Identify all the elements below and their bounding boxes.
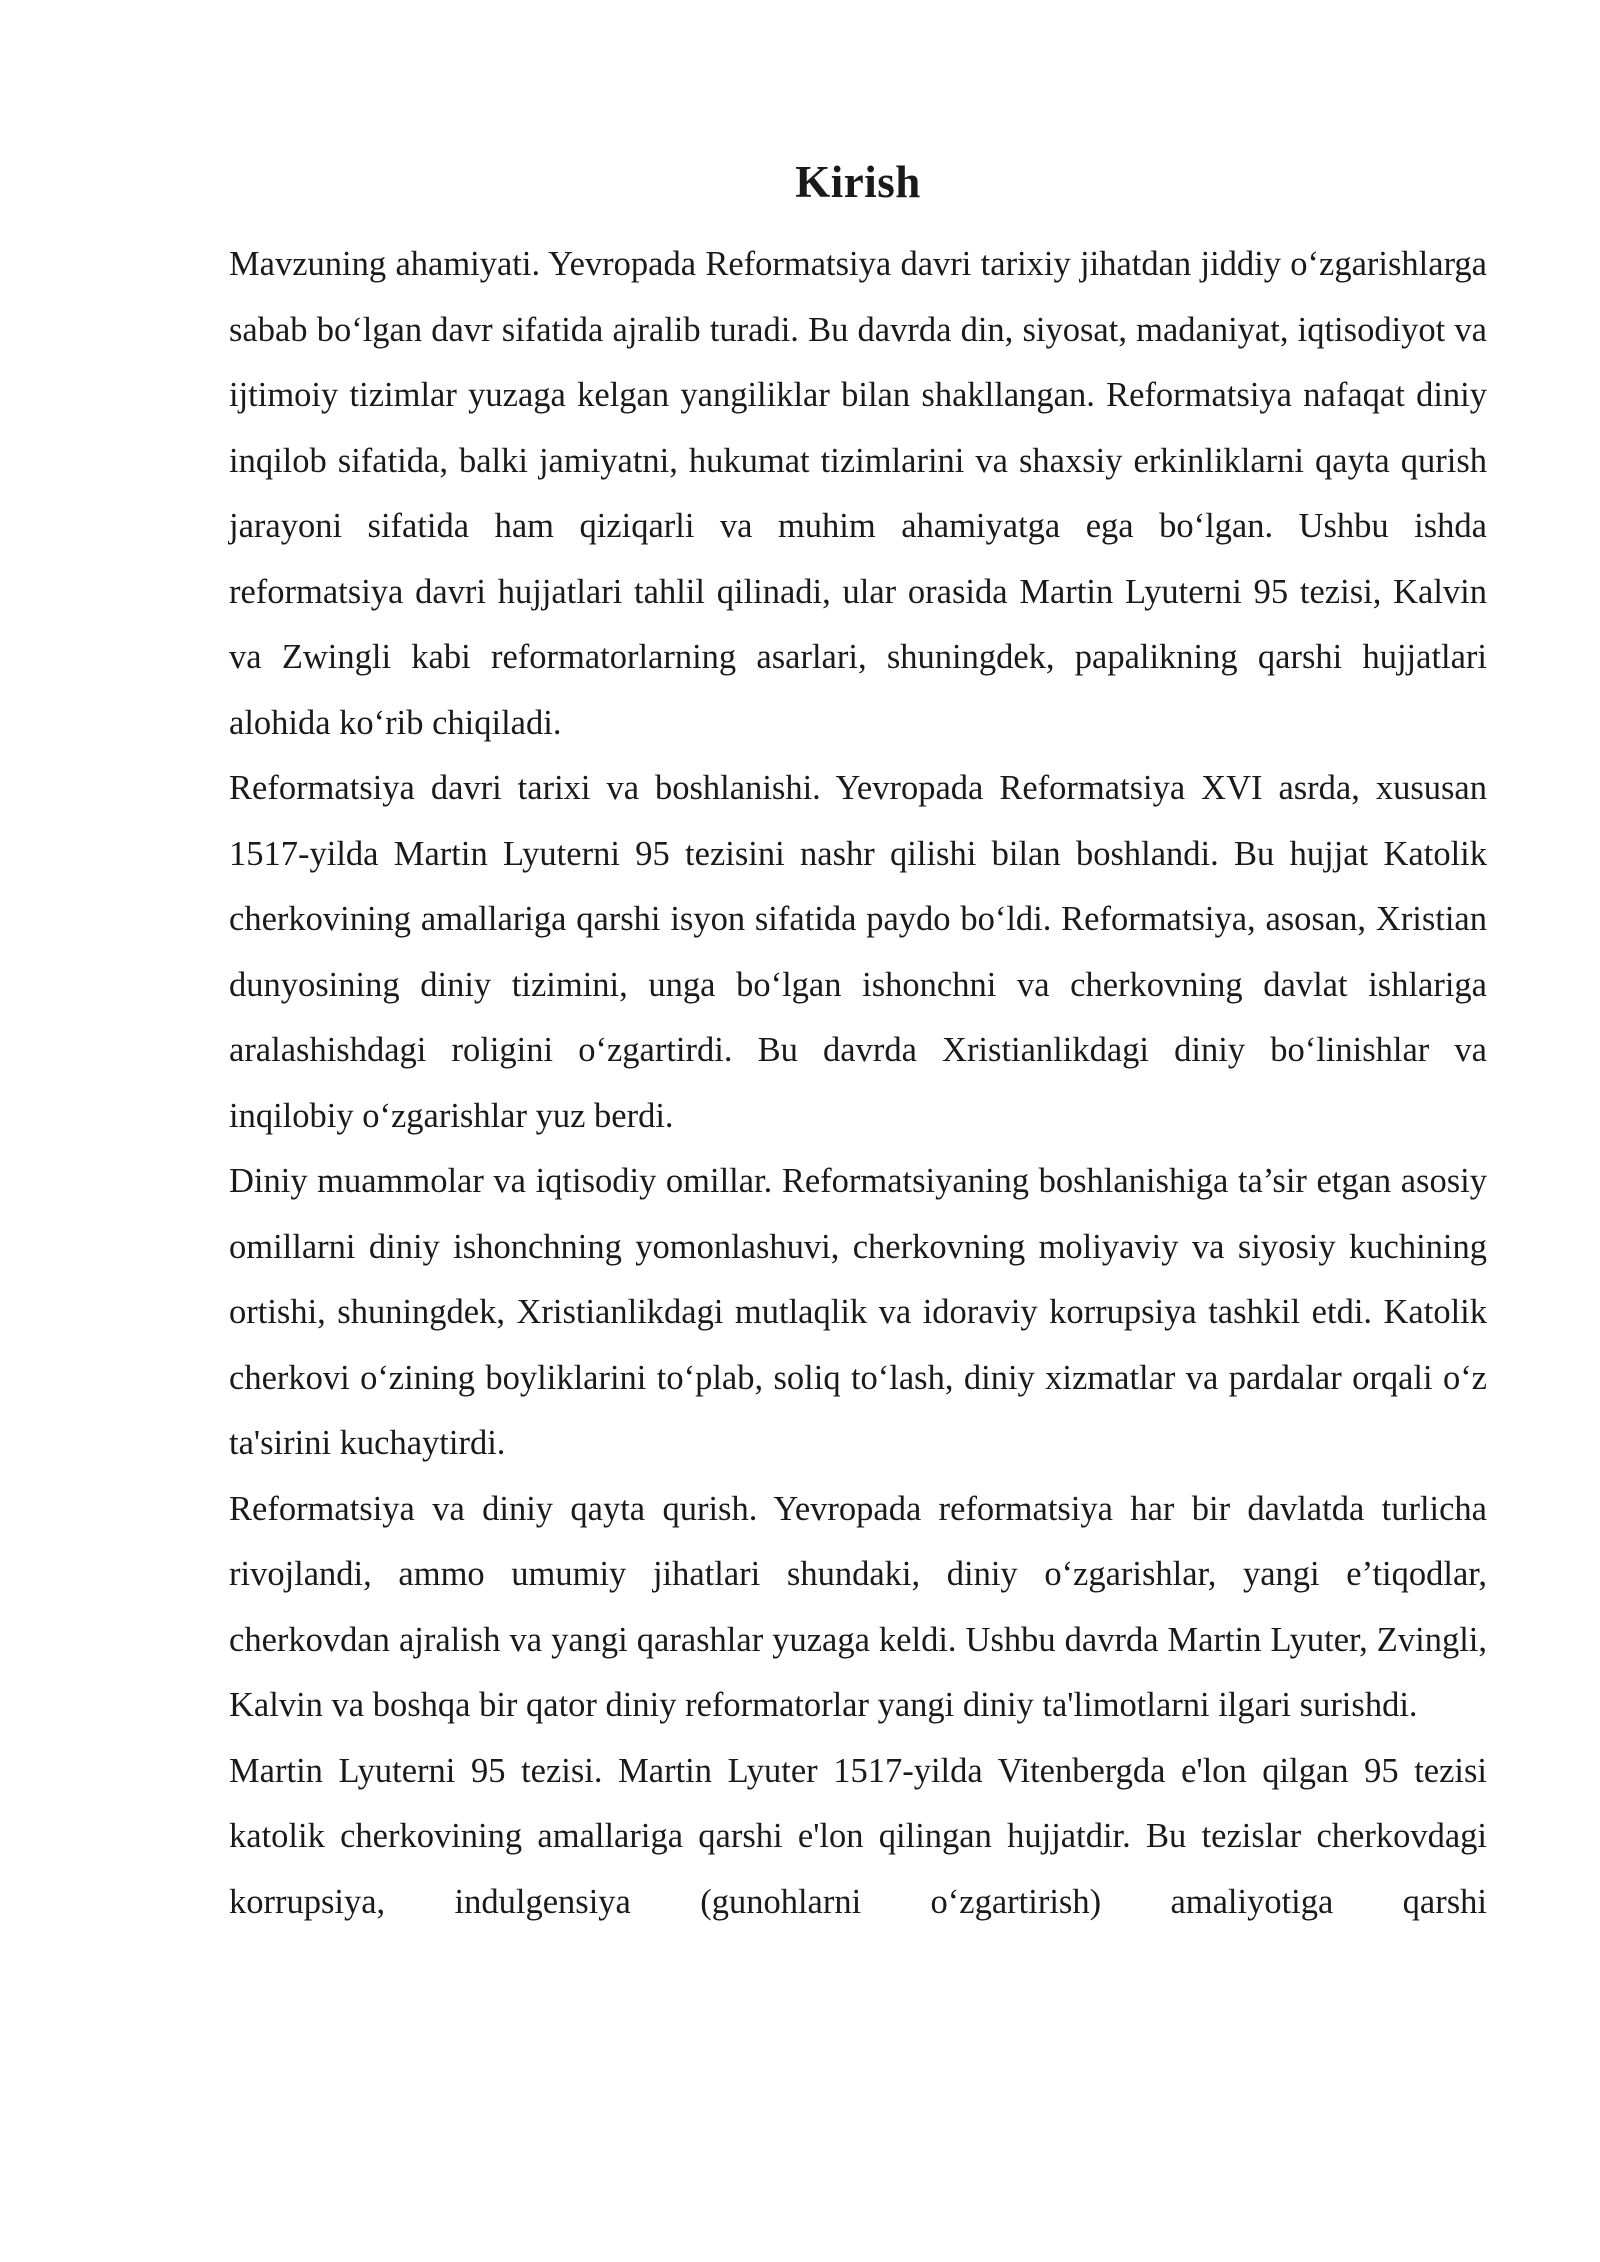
paragraph-reformatsiya-tarixi: Reformatsiya davri tarixi va boshlanishi. Yevropada Reformatsiya XVI asrda, xususan 1517-yilda Martin Lyuterni 95 tezisini nashr qilishi bilan boshlandi. Bu hujjat Katolik cherkovining amallariga qarshi isyon sifatida paydo bo‘ldi. Reformatsiya, asosan, Xristian dunyosining diniy tizimini, unga bo‘lgan ishonchni va cherkovning davlat ishlariga aralashishdagi roligini o‘zgartirdi. Bu davrda Xristianlikdagi diniy bo‘linishlar va inqilobiy o‘zgarishlar yuz berdi. — [229, 769, 1487, 1135]
paragraph-diniy-muammolar: Diniy muammolar va iqtisodiy omillar. Reformatsiyaning boshlanishiga ta’sir etgan asosiy omillarni diniy ishonchning yomonlashuvi, cherkovning moliyaviy va siyosiy kuchining ortishi, shuningdek, Xristianlikdagi mutlaqlik va idoraviy korrupsiya tashkil etdi. Katolik cherkovi o‘zining boyliklarini to‘plab, soliq to‘lash, diniy xizmatlar va pardalar orqali o‘z ta'sirini kuchaytirdi. — [229, 1162, 1487, 1462]
page-content — [229, 150, 1487, 1935]
paragraph-mavzuning-ahamiyati: Mavzuning ahamiyati. Yevropada Reformatsiya davri tarixiy jihatdan jiddiy o‘zgarishlarga sabab bo‘lgan davr sifatida ajralib turadi. Bu davrda din, siyosat, madaniyat, iqtisodiyot va ijtimoiy tizimlar yuzaga kelgan yangiliklar bilan shakllangan. Reformatsiya nafaqat diniy inqilob sifatida, balki jamiyatni, hukumat tizimlarini va shaxsiy erkinliklarni qayta qurish jarayoni sifatida ham qiziqarli va muhim ahamiyatga ega bo‘lgan. Ushbu ishda reformatsiya davri hujjatlari tahlil qilinadi, ular orasida Martin Lyuterni 95 tezisi, Kalvin va Zwingli kabi reformatorlarning asarlari, shuningdek, papalikning qarshi hujjatlari alohida ko‘rib chiqiladi. — [229, 245, 1487, 742]
paragraph-diniy-qayta-qurish: Reformatsiya va diniy qayta qurish. Yevropada reformatsiya har bir davlatda turlicha rivojlandi, ammo umumiy jihatlari shundaki, diniy o‘zgarishlar, yangi e’tiqodlar, cherkovdan ajralish va yangi qarashlar yuzaga keldi. Ushbu davrda Martin Lyuter, Zvingli, Kalvin va boshqa bir qator diniy reformatorlar yangi diniy ta'limotlarni ilgari surishdi. — [229, 1489, 1487, 1724]
page-title: Kirish — [795, 157, 921, 207]
paragraph-95-tezis: Martin Lyuterni 95 tezisi. Martin Lyuter 1517-yilda Vitenbergda e'lon qilgan 95 tezisi katolik cherkovining amallariga qarshi e'lon qilingan hujjatdir. Bu tezislar cherkovdagi korrupsiya, indulgensiya (gunohlarni o‘zgartirish) amaliyotiga qarshi — [229, 1751, 1487, 1921]
